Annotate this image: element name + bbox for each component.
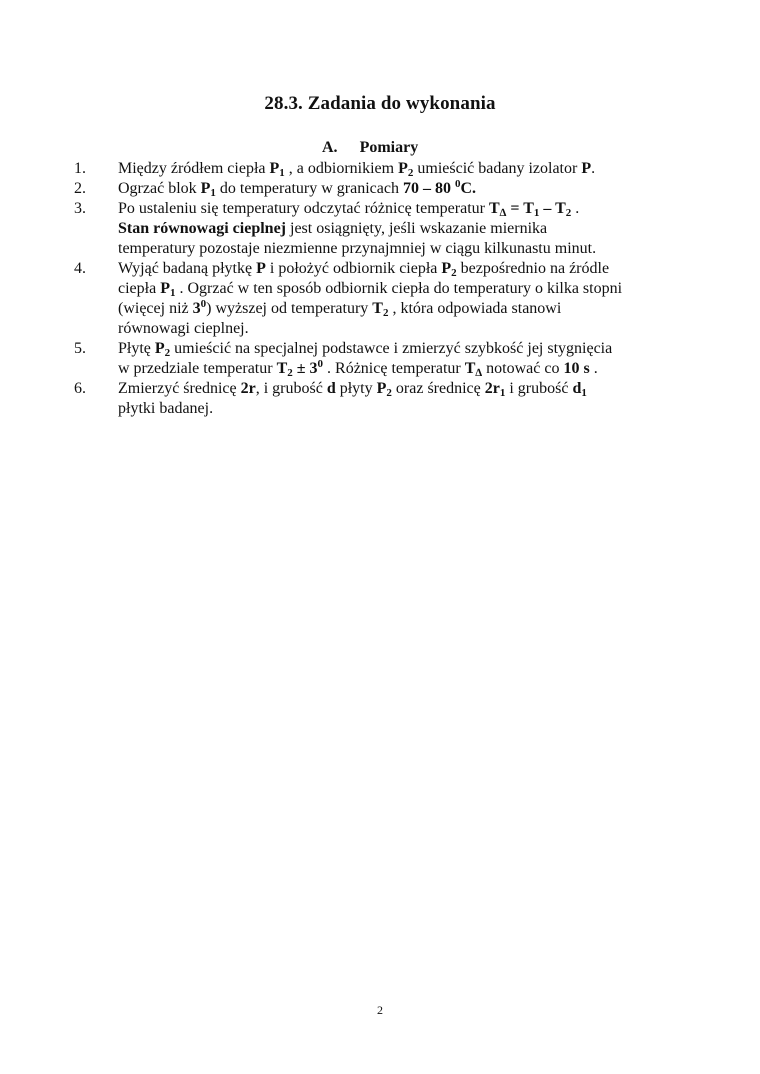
- symbol: T: [555, 200, 566, 217]
- plus-minus: ± 3: [292, 360, 318, 377]
- symbol: d: [572, 380, 582, 397]
- task-list: [74, 159, 694, 419]
- symbol: T: [464, 360, 476, 377]
- section-heading: [322, 139, 418, 157]
- symbol: P: [200, 180, 211, 197]
- item-text: temperatury pozostaje niezmienne przynajmniej w ciągu kilkunastu minut.: [118, 240, 597, 257]
- item-text: .: [589, 360, 598, 377]
- list-item: [74, 379, 694, 419]
- symbol: d: [326, 380, 336, 397]
- item-number: 1.: [74, 160, 86, 177]
- subscript: 1: [210, 187, 216, 199]
- item-number: 4.: [74, 260, 86, 277]
- symbol: P: [441, 260, 452, 277]
- item-number: 2.: [74, 180, 86, 197]
- unit: C.: [460, 180, 477, 197]
- superscript: 0: [454, 178, 461, 190]
- equals-sign: =: [506, 200, 524, 217]
- item-text: ) wyższej od temperatury: [206, 300, 373, 317]
- subscript: 2: [407, 167, 414, 179]
- item-text: , która odpowiada stanowi: [388, 300, 562, 317]
- item-text: .: [591, 160, 596, 177]
- item-text: , i grubość: [255, 380, 327, 397]
- subscript: 1: [169, 287, 176, 299]
- symbol: P: [154, 340, 165, 357]
- bold-phrase: Stan równowagi cieplnej: [118, 220, 286, 237]
- item-text: oraz średnicę: [391, 380, 485, 397]
- item-text: (więcej niż: [118, 300, 193, 317]
- symbol: P: [269, 160, 280, 177]
- temperature-range: 70 – 80: [402, 180, 455, 197]
- item-text: bezpośrednio na źródle: [456, 260, 610, 277]
- item-text: Płytę: [118, 340, 155, 357]
- symbol: P: [376, 380, 387, 397]
- symbol: P: [160, 280, 170, 297]
- item-text: i grubość: [505, 380, 573, 397]
- time-interval: 10 s: [563, 360, 590, 377]
- symbol: 3: [192, 300, 201, 317]
- page-number: 2: [377, 1003, 383, 1017]
- subscript: 1: [533, 207, 540, 219]
- superscript: 0: [200, 298, 207, 310]
- item-text: do temperatury w granicach: [215, 180, 403, 197]
- list-item: [74, 259, 694, 339]
- item-text: Ogrzać blok: [118, 180, 201, 197]
- list-item: [74, 339, 694, 379]
- item-number: 6.: [74, 380, 86, 397]
- subscript: 2: [451, 267, 457, 279]
- item-text: .: [571, 200, 580, 217]
- item-text: Między źródłem ciepła: [118, 160, 270, 177]
- item-text: równowagi cieplnej.: [118, 320, 249, 337]
- item-text: Wyjąć badaną płytkę: [118, 260, 257, 277]
- subscript: 1: [499, 387, 506, 399]
- list-item: [74, 179, 694, 199]
- item-text: umieścić na specjalnej podstawce i zmierzyć szybkość jej stygnięcia: [170, 340, 613, 357]
- subscript: 1: [581, 387, 587, 399]
- symbol: P: [398, 160, 408, 177]
- symbol: P: [256, 260, 266, 277]
- subscript: 2: [382, 307, 389, 319]
- page-title: 28.3. Zadania do wykonania: [264, 93, 496, 114]
- item-text: . Ogrzać w ten sposób odbiornik ciepła do temperatury o kilka stopni: [175, 280, 623, 297]
- symbol: T: [372, 300, 383, 317]
- item-text: jest osiągnięty, jeśli wskazanie miernika: [286, 220, 548, 237]
- subscript: 2: [287, 367, 293, 379]
- subscript: 2: [386, 387, 392, 399]
- item-text: , a odbiornikiem: [284, 160, 399, 177]
- subscript: 1: [279, 167, 285, 179]
- item-text: ciepła: [118, 280, 161, 297]
- section-letter: A.: [322, 139, 338, 156]
- item-text: w przedziale temperatur: [118, 360, 277, 377]
- item-text: notować co: [482, 360, 564, 377]
- item-number: 5.: [74, 340, 86, 357]
- subscript: 2: [565, 207, 572, 219]
- minus-sign: –: [539, 200, 556, 217]
- item-text: Zmierzyć średnicę: [118, 380, 241, 397]
- section-name: Pomiary: [359, 139, 419, 156]
- item-text: umieścić badany izolator: [413, 160, 582, 177]
- list-item: [74, 199, 694, 259]
- subscript: 2: [164, 347, 171, 359]
- item-text: Po ustaleniu się temperatury odczytać różnicę temperatur: [118, 200, 489, 217]
- symbol: T: [488, 200, 500, 217]
- subscript: ∆: [475, 367, 483, 379]
- item-text: płyty: [335, 380, 377, 397]
- symbol: T: [276, 360, 288, 377]
- symbol: 2r: [484, 380, 500, 397]
- symbol: 2r: [240, 380, 256, 397]
- item-text: . Różnicę temperatur: [323, 360, 465, 377]
- subscript: ∆: [499, 207, 507, 219]
- superscript: 0: [317, 358, 324, 370]
- item-text: płytki badanej.: [118, 400, 214, 417]
- item-text: i położyć odbiornik ciepła: [265, 260, 442, 277]
- symbol: P: [581, 160, 592, 177]
- item-number: 3.: [74, 200, 86, 217]
- symbol: T: [523, 200, 534, 217]
- list-item: [74, 159, 694, 179]
